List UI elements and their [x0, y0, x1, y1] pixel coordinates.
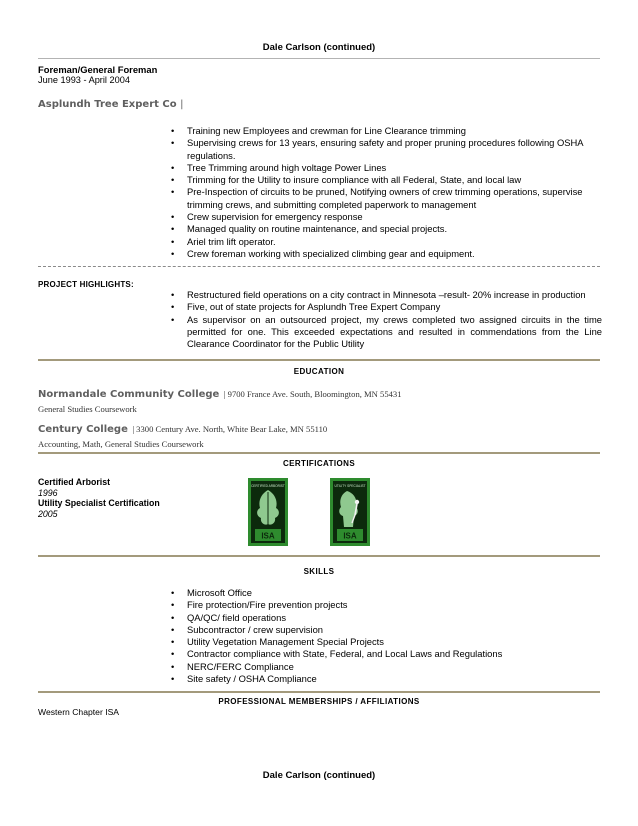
- school-address: | 9700 France Ave. South, Bloomington, MN 55431: [223, 389, 402, 399]
- school-detail: Accounting, Math, General Studies Coursework: [38, 439, 204, 449]
- list-item: • Fire protection/Fire prevention projects: [160, 599, 602, 611]
- skills-divider: [38, 555, 600, 557]
- cert-year: 1996: [38, 487, 58, 498]
- certifications-divider: [38, 452, 600, 454]
- education-divider: [38, 359, 600, 361]
- memberships-title: PROFESSIONAL MEMBERSHIPS / AFFILIATIONS: [218, 697, 420, 706]
- climber-head-icon: [355, 500, 359, 504]
- memberships-divider: [38, 691, 600, 693]
- job-dates: June 1993 - April 2004: [38, 75, 130, 85]
- list-item: • Managed quality on routine maintenance, and special projects.: [160, 223, 602, 235]
- school-address: | 3300 Century Ave. North, White Bear Lake, MN 55110: [132, 424, 328, 434]
- list-item: • Training new Employees and crewman for Line Clearance trimming: [160, 125, 602, 137]
- logo-bottom-text: ISA: [261, 531, 275, 541]
- list-item: • Site safety / OSHA Compliance: [160, 673, 602, 685]
- logo-bottom-text: ISA: [343, 531, 357, 541]
- education-title: EDUCATION: [293, 367, 345, 376]
- cert-name: Utility Specialist Certification: [38, 498, 160, 509]
- page-footer-title: Dale Carlson (continued): [262, 770, 376, 781]
- list-item: • QA/QC/ field operations: [160, 612, 602, 624]
- list-item: • Tree Trimming around high voltage Power Lines: [160, 162, 602, 174]
- page-header-title: Dale Carlson (continued): [262, 42, 376, 53]
- membership-item: Western Chapter ISA: [38, 707, 120, 717]
- list-item: • Supervising crews for 13 years, ensuring safety and proper pruning procedures following OSHA regulations.: [160, 137, 602, 162]
- school-normandale: [38, 384, 402, 402]
- company-separator: |: [180, 99, 184, 110]
- list-item: • As supervisor on an outsourced project, my crews completed two assigned circuits in the time permitted for one. This exceeded expectations and resulted in commendations from the Line Clearance Coordinator for the Public Utility: [160, 314, 602, 351]
- job-company: [38, 99, 183, 110]
- cert-year: 2005: [38, 508, 58, 519]
- school-name: Century College: [38, 424, 128, 435]
- school-century: [38, 419, 327, 437]
- list-item: • Subcontractor / crew supervision: [160, 624, 602, 636]
- job-title: Foreman/General Foreman: [38, 64, 158, 75]
- highlights-list: [160, 289, 602, 350]
- header-divider: [38, 58, 600, 59]
- list-item: • Pre-Inspection of circuits to be pruned, Notifying owners of crew trimming operations, supervise trimming crews, and submitting completed paperwork to management: [160, 186, 602, 211]
- skills-list: [160, 587, 602, 685]
- list-item: • Microsoft Office: [160, 587, 602, 599]
- list-item: • Utility Vegetation Management Special Projects: [160, 636, 602, 648]
- certified-arborist-logo: [248, 478, 288, 546]
- company-name: Asplundh Tree Expert Co: [38, 99, 177, 110]
- certifications-title: CERTIFICATIONS: [282, 459, 356, 468]
- skills-title: SKILLS: [303, 567, 335, 576]
- list-item: • Five, out of state projects for Asplundh Tree Expert Company: [160, 301, 602, 313]
- logo-top-text: CERTIFIED ARBORIST: [251, 484, 285, 488]
- highlights-label: PROJECT HIGHLIGHTS:: [38, 280, 134, 289]
- list-item: • Ariel trim lift operator.: [160, 236, 602, 248]
- logo-top-text: UTILITY SPECIALIST: [334, 484, 366, 488]
- list-item: • Restructured field operations on a city contract in Minnesota –result- 20% increase in production: [160, 289, 602, 301]
- list-item: • Crew foreman working with specialized climbing gear and equipment.: [160, 248, 602, 260]
- list-item: • Trimming for the Utility to insure compliance with all Federal, State, and local law: [160, 174, 602, 186]
- list-item: • Contractor compliance with State, Federal, and Local Laws and Regulations: [160, 648, 602, 660]
- cert-name: Certified Arborist: [38, 477, 111, 487]
- duties-list: [160, 125, 602, 260]
- list-item: • NERC/FERC Compliance: [160, 661, 602, 673]
- list-item: • Crew supervision for emergency response: [160, 211, 602, 223]
- job-divider: [38, 266, 600, 267]
- certifications-list: [38, 477, 160, 519]
- utility-specialist-logo: [330, 478, 370, 546]
- school-detail: General Studies Coursework: [38, 404, 137, 414]
- school-name: Normandale Community College: [38, 389, 220, 400]
